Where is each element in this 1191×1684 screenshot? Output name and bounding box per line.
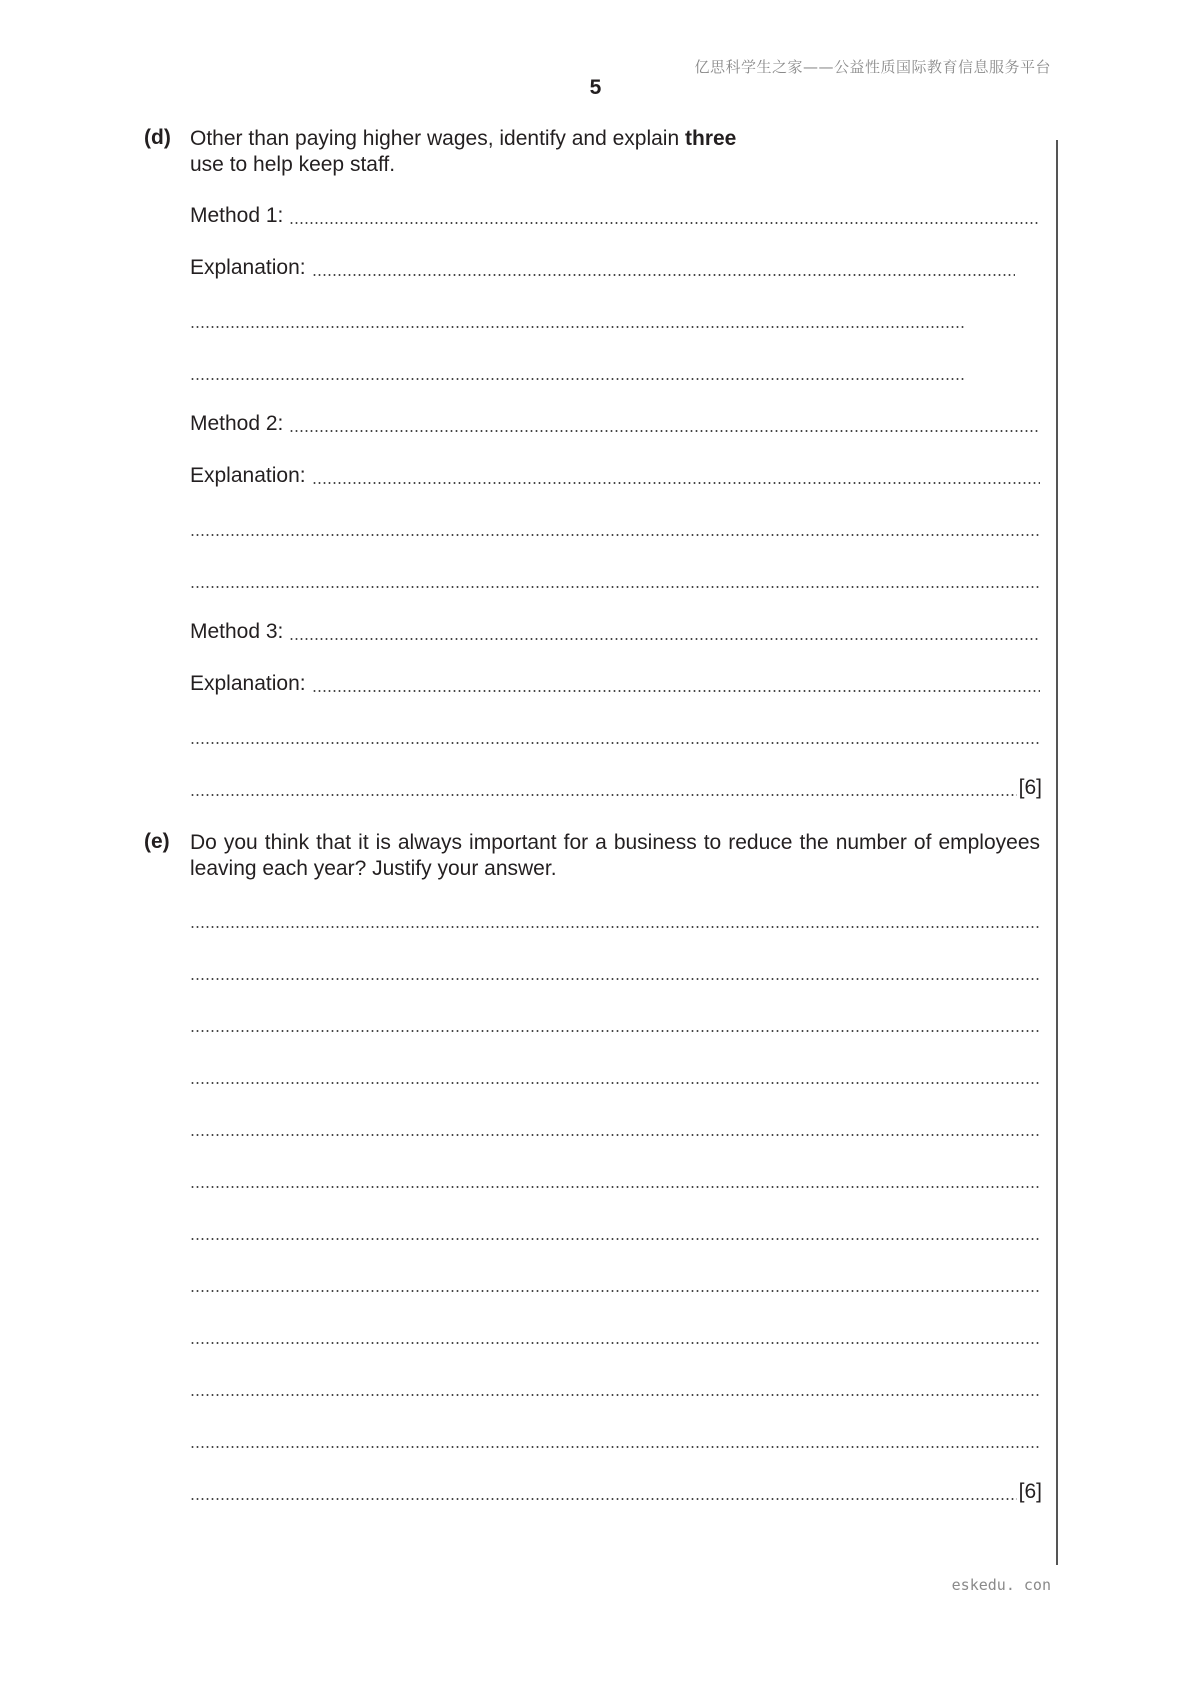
answer-line-final[interactable]	[190, 1479, 1042, 1505]
answer-line[interactable]	[190, 1375, 1040, 1401]
question-d-text-bold: three	[685, 127, 737, 150]
question-d-text-before: Other than paying higher wages, identify and explain	[190, 127, 685, 150]
answer-line[interactable]	[190, 959, 1040, 985]
answer-line[interactable]	[190, 1011, 1040, 1037]
method-2-label: Method 2:	[190, 412, 284, 435]
answer-line[interactable]	[190, 1323, 1040, 1349]
answer-line[interactable]	[190, 1219, 1040, 1245]
answer-line[interactable]	[190, 1271, 1040, 1297]
method-1-label: Method 1:	[190, 204, 284, 227]
method-1-answer-line[interactable]	[190, 203, 1040, 229]
margin-rule	[1056, 140, 1058, 1565]
method-2-answer-line[interactable]	[190, 411, 1040, 437]
answer-line-final[interactable]	[190, 775, 1042, 801]
question-d-text	[190, 126, 1040, 178]
explanation-1-label: Explanation:	[190, 256, 306, 279]
question-d-marks: [6]	[1018, 776, 1042, 799]
answer-line[interactable]	[190, 307, 965, 333]
footer-brand: eskedu. con	[951, 1576, 1051, 1594]
answer-line[interactable]	[190, 359, 965, 385]
answer-line[interactable]	[190, 723, 1040, 749]
answer-line[interactable]	[190, 1115, 1040, 1141]
answer-line[interactable]	[190, 1167, 1040, 1193]
question-e-marks: [6]	[1018, 1480, 1042, 1503]
question-d-text-after: use to help keep staff.	[190, 153, 396, 176]
question-d-label: (d)	[144, 126, 171, 149]
explanation-2-label: Explanation:	[190, 464, 306, 487]
page-number: 5	[589, 76, 602, 99]
question-e-label: (e)	[144, 830, 170, 853]
answer-line[interactable]	[190, 907, 1040, 933]
explanation-3-answer-line[interactable]	[190, 671, 1040, 697]
question-e-text: Do you think that it is always important for a business to reduce the number of employees leaving each year? Justify your answer.	[190, 831, 1040, 880]
explanation-1-answer-line[interactable]	[190, 255, 1015, 281]
answer-line[interactable]	[190, 1063, 1040, 1089]
answer-line[interactable]	[190, 567, 1040, 593]
method-3-label: Method 3:	[190, 620, 284, 643]
method-3-answer-line[interactable]	[190, 619, 1040, 645]
answer-line[interactable]	[190, 1427, 1040, 1453]
explanation-2-answer-line[interactable]	[190, 463, 1040, 489]
header-watermark: 亿思科学生之家——公益性质国际教育信息服务平台	[694, 58, 1051, 76]
explanation-3-label: Explanation:	[190, 672, 306, 695]
answer-line[interactable]	[190, 515, 1040, 541]
